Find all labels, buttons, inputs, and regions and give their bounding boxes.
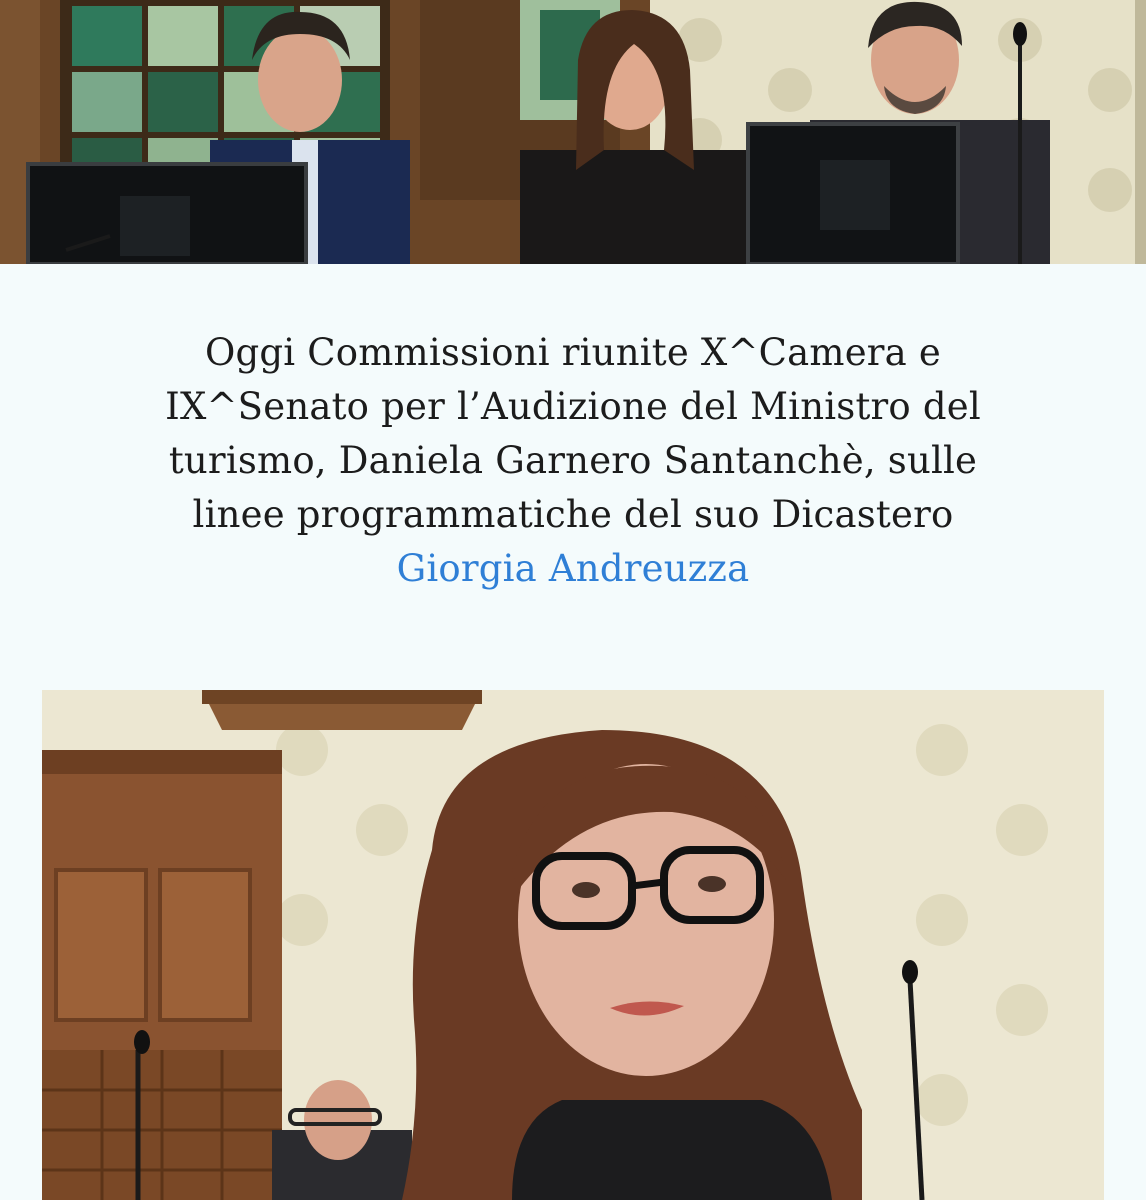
bottom-photo: [42, 690, 1104, 1200]
caption-line: turismo, Daniela Garnero Santanchè, sulle: [168, 439, 978, 482]
caption-line: IX^Senato per l’Audizione del Ministro del: [165, 385, 981, 428]
top-photo: [0, 0, 1146, 264]
author-name: Giorgia Andreuzza: [396, 547, 750, 590]
caption-line: Oggi Commissioni riunite X^Camera e: [204, 331, 942, 374]
post-caption: [40, 326, 1106, 596]
caption-line: linee programmatiche del suo Dicastero: [192, 493, 954, 536]
